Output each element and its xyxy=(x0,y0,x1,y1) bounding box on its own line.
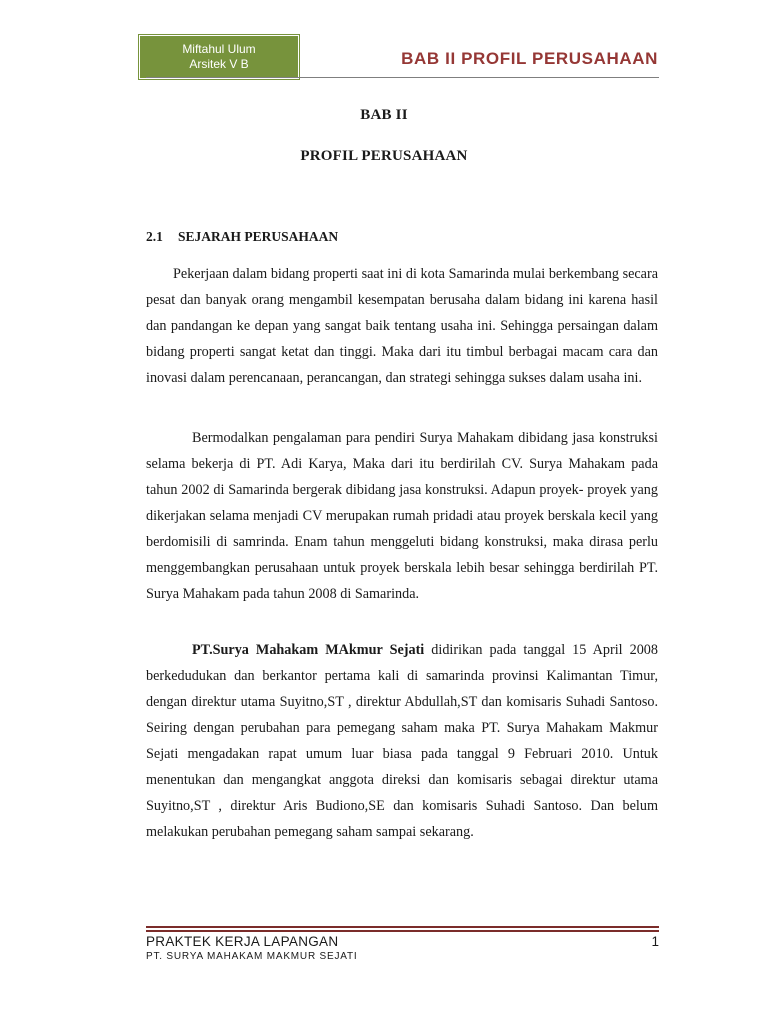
footer-rule-top xyxy=(146,926,659,928)
footer-company-name: PT. SURYA MAHAKAM MAKMUR SEJATI xyxy=(146,951,358,962)
body-paragraph-3 xyxy=(146,637,658,845)
author-label-box xyxy=(139,35,299,79)
author-class: Arsitek V B xyxy=(189,57,249,71)
header-rule xyxy=(146,77,659,78)
footer-rule-bottom xyxy=(146,930,659,932)
chapter-title: PROFIL PERUSAHAAN xyxy=(300,148,468,164)
body-paragraph-2: Bermodalkan pengalaman para pendiri Surya Mahakam dibidang jasa konstruksi selama bekerja di PT. Adi Karya, Maka dari itu berdirilah CV. Surya Mahakam pada tahun 2002 di Samarinda bergerak dibidang jasa konstruksi. Adapun proyek- proyek yang dikerjakan selama menjadi CV merupakan rumah pridadi atau proyek berskala kecil yang berdomisili di samrinda. Enam tahun menggeluti bidang konstruksi, maka dirasa perlu menggembangkan perusahaan untuk proyek berskala lebih besar sehingga berdirilah PT. Surya Mahakam pada tahun 2008 di Samarinda. xyxy=(146,430,658,602)
page-number: 1 xyxy=(651,934,659,949)
section-heading xyxy=(146,229,338,245)
footer-course-title: PRAKTEK KERJA LAPANGAN xyxy=(146,934,339,949)
chapter-number: BAB II xyxy=(360,107,408,123)
section-title: SEJARAH PERUSAHAAN xyxy=(178,229,339,244)
body-paragraph-3-text: didirikan pada tanggal 15 April 2008 berkedudukan dan berkantor pertama kali di samarinda provinsi Kalimantan Timur, dengan direktur utama Suyitno,ST , direktur Abdullah,ST dan komisaris Suhadi Santoso. Seiring dengan perubahan para pemegang saham maka PT. Surya Mahakam Makmur Sejati mengadakan rapat umum luar biasa pada tanggal 9 Februari 2010. Untuk menentukan dan mengangkat anggota direksi dan komisaris sebagai direktur utama Suyitno,ST , direktur Aris Budiono,SE dan komisaris Suhadi Santoso. Dan belum melakukan perubahan pemegang saham sampai sekarang. xyxy=(146,642,658,840)
section-number: 2.1 xyxy=(146,229,163,244)
company-name-bold: PT.Surya Mahakam MAkmur Sejati xyxy=(192,642,425,658)
running-header-title: BAB II PROFIL PERUSAHAAN xyxy=(401,49,658,68)
author-name: Miftahul Ulum xyxy=(182,42,256,56)
body-paragraph-1: Pekerjaan dalam bidang properti saat ini di kota Samarinda mulai berkembang secara pesat dan banyak orang mengambil kesempatan berusaha dalam bidang ini karena hasil dan pandangan ke depan yang sangat baik tentang usaha ini. Sehingga persaingan dalam bidang properti sangat ketat dan tinggi. Maka dari itu timbul berbagai macam cara dan inovasi dalam perencanaan, perancangan, dan strategi sehingga sukses dalam usaha ini. xyxy=(146,266,658,386)
